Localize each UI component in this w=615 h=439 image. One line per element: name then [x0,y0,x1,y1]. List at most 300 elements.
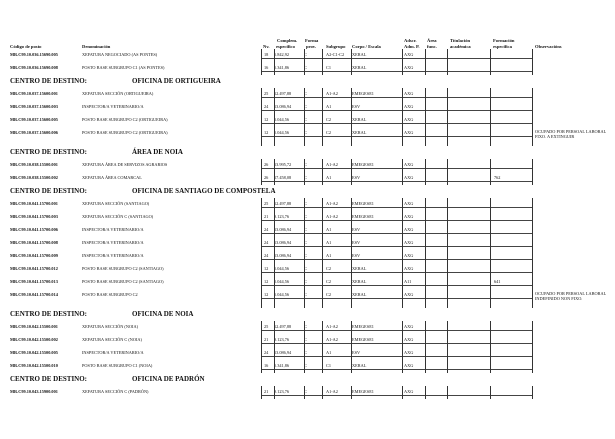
row-divider [261,136,532,137]
column-rule [351,321,352,373]
row-adscricion: AXG [404,350,414,356]
column-rule [304,386,305,399]
column-rule [261,198,262,308]
row-complemento: 5.044,56 [274,278,290,284]
column-rule [351,49,352,75]
row-corpo: ESV [352,350,361,356]
row-code: MR.C99.10.041.15700.001 [10,201,58,207]
section-name: OFICINA DE SANTIAGO DE COMPOSTELA [132,187,276,196]
row-subgrupo: A1 [326,103,332,109]
row-code: MR.C99.10.041.15700.014 [10,291,58,297]
row-adscricion: AXG [404,363,414,369]
column-rule [402,49,403,75]
column-rule [447,88,448,147]
row-subgrupo: C2 [326,278,332,284]
column-rule [532,159,533,185]
row-adscricion: AXG [404,64,414,70]
row-corpo: EMEGESE1 [352,90,374,96]
row-denominacion: POSTO BASE SUBGRUPO C2 (SANTIAGO) [82,265,164,271]
row-forma: C [304,116,307,122]
section-label: CENTRO DE DESTINO: [10,148,88,157]
row-denominacion: XEFATURA SECCIÓN C (NOIA) [82,337,142,343]
row-subgrupo: A1-A2 [326,214,338,220]
row-complemento: 5.341,86 [274,64,290,70]
row-divider [261,168,532,169]
row-divider [261,71,532,72]
table-row [10,88,608,101]
table-row [10,224,608,237]
row-subgrupo: A1 [326,227,332,232]
column-rule [351,88,352,147]
table-row [10,386,608,399]
column-rule [425,386,426,399]
row-denominacion: INSPECTOR/A VETERINARIO/A [82,350,144,356]
column-rule [425,159,426,185]
header-observacions: Observacións [535,44,562,49]
section-heading [10,148,183,157]
row-forma: C [304,175,307,181]
column-rule [351,159,352,185]
column-rule [322,386,323,399]
row-adscricion: AXG [404,175,414,181]
column-rule [532,88,533,147]
row-divider [261,233,532,234]
row-corpo: XERAL [352,265,367,271]
column-rule [532,386,533,399]
row-formacion: 641 [494,278,501,284]
column-rule [447,321,448,373]
row-forma: C [304,162,307,168]
column-rule [261,321,262,373]
row-complemento: 13.086,94 [274,239,292,245]
row-divider [261,356,532,357]
column-rule [274,49,275,75]
row-complemento: 13.086,94 [274,350,292,356]
column-rule [490,321,491,373]
column-rule [532,49,533,75]
section-name: OFICINA DE ORTIGUEIRA [132,76,221,85]
header-adscr-2: Adm. P. [404,44,420,49]
row-code: MR.C99.10.043.15900.001 [10,389,58,394]
row-observacions: OCUPADO POR PERSOAL LABORAL FIXO. A EXTINGUIR [535,128,607,139]
row-denominacion: POSTO BASE SUBGRUPO C2 (ORTIGUEIRA) [82,129,168,135]
row-denominacion: INSPECTOR/A VETERINARIO/A [82,227,144,232]
row-adscricion: AXG [404,201,414,207]
column-rule [322,321,323,373]
column-rule [447,159,448,185]
row-complemento: 5.044,56 [274,116,290,122]
row-subgrupo: A1-A2 [326,90,338,96]
table-row [10,360,608,373]
row-forma: C [304,103,307,109]
row-complemento: 9.123,76 [274,214,290,220]
row-divider [261,272,532,273]
column-rule [304,159,305,185]
row-complemento: 12.497,88 [274,201,292,207]
header-subgrupo: Subgrupo [326,44,346,49]
row-code: MR.C99.10.037.15600.005 [10,116,58,122]
row-complemento: 12.497,88 [274,90,292,96]
row-adscricion: AXG [404,337,414,343]
table-row [10,172,608,185]
row-denominacion: XEFATURA SECCIÓN (ORTIGUEIRA) [82,90,154,96]
row-divider [261,123,532,124]
header-adscr-1: Adscr. [404,38,417,43]
row-nivel: 24 [264,103,269,109]
row-denominacion: POSTO BASE SUBGRUPO C1 (NOIA) [82,363,153,369]
row-nivel: 12 [264,265,269,271]
row-adscricion: AXG [404,116,414,122]
row-corpo: ESV [352,239,361,245]
column-rule [304,88,305,147]
row-nivel: 12 [264,278,269,284]
row-forma: C [304,291,307,297]
header-area-2: func. [427,44,437,49]
row-code: MR.C99.10.037.15600.006 [10,129,58,135]
row-denominacion: INSPECTOR/A VETERINARIO/A [82,239,144,245]
row-denominacion: XEFATURA SECCIÓN (SANTIAGO) [82,201,150,207]
row-forma: C [304,278,307,284]
table-row [10,198,608,211]
row-subgrupo: A1 [326,350,332,356]
row-forma: C [304,350,307,356]
row-code: MR.C99.10.041.15700.003 [10,214,58,220]
row-nivel: 21 [264,389,269,394]
row-adscricion: AXG [404,90,414,96]
row-divider [261,298,532,299]
row-code: MR.C99.10.038.15500.001 [10,162,58,168]
row-observacions: OCUPADO POR PERSOAL LABORAL INDEFINIDO NON FIXO. [535,290,607,301]
row-denominacion: POSTO BASE SUBGRUPO C2 (SANTIAGO) [82,278,164,284]
row-corpo: XERAL [352,363,367,369]
column-rule [274,88,275,147]
row-nivel: 25 [264,201,269,207]
row-denominacion: XEFATURA SECCIÓN (NOIA) [82,324,139,330]
row-complemento: 12.497,88 [274,324,292,330]
table-row [10,263,608,276]
row-corpo: EMEGESE1 [352,162,374,168]
section-name: ÁREA DE NOIA [132,148,183,157]
row-nivel: 24 [264,350,269,356]
row-adscricion: AXG [404,389,414,394]
row-complemento: 5.044,56 [274,291,290,297]
row-denominacion: XEFATURA SECCIÓN C (SANTIAGO) [82,214,154,220]
row-adscricion: AXG [404,162,414,168]
table-row [10,250,608,263]
column-rule [490,198,491,308]
column-rule [304,321,305,373]
row-nivel: 21 [264,337,269,343]
row-nivel: 24 [264,227,269,232]
row-subgrupo: A1-A2 [326,162,338,168]
table-row [10,276,608,289]
row-subgrupo: A1 [326,175,332,181]
row-nivel: 24 [264,239,269,245]
row-corpo: XERAL [352,116,367,122]
row-denominacion: XEFATURA SECCIÓN C (PADRÓN) [82,389,149,394]
row-corpo: EMEGESE1 [352,337,374,343]
column-rule [351,386,352,399]
column-rule [261,49,262,75]
section-heading [10,76,221,85]
header-forma-1: Forma [305,38,319,43]
row-divider [261,58,532,59]
column-rule [532,321,533,373]
row-adscricion: AXG [404,239,414,245]
header-formacion-2: específica [493,44,512,49]
column-rule [402,386,403,399]
section-label: CENTRO DE DESTINO: [10,375,88,383]
row-denominacion: POSTO BASE SUBGRUPO C2 (ORTIGUEIRA) [82,116,168,122]
column-rule [304,198,305,308]
row-corpo: ESV [352,252,361,258]
header-titulacion-1: Titulación [450,38,471,43]
column-rule [490,88,491,147]
row-corpo: EMEGESE1 [352,389,374,394]
table-row [10,62,608,75]
row-adscricion: A11 [404,278,412,284]
row-code: MR.C99.10.036.15690.008 [10,64,58,70]
row-nivel: 16 [264,363,269,369]
column-rule [304,49,305,75]
row-complemento: 5.842,92 [274,52,290,57]
row-code: MR.C99.10.041.15700.009 [10,252,58,258]
row-complemento: 5.044,56 [274,265,290,271]
row-subgrupo: A1-A2 [326,201,338,207]
table-row [10,321,608,334]
row-nivel: 12 [264,116,269,122]
column-rule [322,88,323,147]
table-row [10,49,608,62]
column-rule [402,198,403,308]
column-rule [261,159,262,185]
row-code: MR.C99.10.041.15700.006 [10,227,58,232]
column-rule [402,321,403,373]
row-forma: C [304,337,307,343]
column-rule [490,159,491,185]
row-corpo: EMEGESE1 [352,214,374,220]
row-denominacion: XEFATURA NEGOCIADO (AS PONTES) [82,52,158,57]
row-adscricion: AXG [404,129,414,135]
row-subgrupo: A1 [326,239,332,245]
row-adscricion: AXG [404,265,414,271]
section-name: OFICINA DE NOIA [132,310,194,319]
row-complemento: 13.995,72 [274,162,292,168]
section-label: CENTRO DE DESTINO: [10,76,88,85]
header-area-1: Área [427,38,437,43]
row-subgrupo: A1-A2 [326,337,338,343]
row-code: MR.C99.10.036.15690.005 [10,52,58,57]
column-rule [532,198,533,308]
row-divider [261,343,532,344]
row-forma: C [304,64,307,70]
column-rule [261,386,262,399]
row-corpo: XERAL [352,278,367,284]
row-forma: C [304,214,307,220]
row-divider [261,330,532,331]
row-nivel: 25 [264,324,269,330]
row-forma: C [304,239,307,245]
row-code: MR.C99.10.041.15700.013 [10,278,58,284]
row-complemento: 5.044,56 [274,129,290,135]
column-rule [490,49,491,75]
row-divider [261,181,532,182]
row-denominacion: INSPECTOR/A VETERINARIO/A [82,252,144,258]
row-forma: C [304,265,307,271]
column-rule [447,386,448,399]
row-adscricion: AXG [404,291,414,297]
column-rule [402,159,403,185]
row-code: MR.C99.10.041.15700.012 [10,265,58,271]
row-divider [261,285,532,286]
row-adscricion: AXG [404,52,414,57]
row-complemento: 13.086,94 [274,103,292,109]
column-rule [322,198,323,308]
section-heading [10,375,205,383]
row-complemento: 13.086,94 [274,227,292,232]
row-adscricion: AXG [404,214,414,220]
row-formacion: 762 [494,175,501,181]
header-denominacion: Denominación [82,44,111,49]
section-label: CENTRO DE DESTINO: [10,310,88,319]
row-subgrupo: A2-C1-C2 [326,52,345,57]
row-complemento: 17.458,08 [274,175,292,181]
row-nivel: 16 [264,64,269,70]
column-rule [447,49,448,75]
table-row [10,237,608,250]
column-rule [274,159,275,185]
row-nivel: 26 [264,162,269,168]
section-label: CENTRO DE DESTINO: [10,187,88,196]
row-divider [261,259,532,260]
row-nivel: 18 [264,52,269,57]
column-rule [274,198,275,308]
row-denominacion: XEFATURA ÁREA COMARCAL [82,175,142,181]
row-corpo: XERAL [352,52,367,57]
row-nivel: 12 [264,129,269,135]
row-divider [261,220,532,221]
row-complemento: 5.341,86 [274,363,290,369]
row-nivel: 24 [264,252,269,258]
row-nivel: 25 [264,90,269,96]
row-subgrupo: C2 [326,129,332,135]
row-complemento: 9.123,76 [274,337,290,343]
row-divider [261,246,532,247]
section-heading [10,310,194,319]
row-subgrupo: A1-A2 [326,324,338,330]
column-rule [402,88,403,147]
row-corpo: XERAL [352,64,367,70]
column-rule [447,198,448,308]
header-nivel: Nv. [263,44,270,49]
row-divider [261,97,532,98]
row-divider [261,369,532,370]
row-forma: C [304,363,307,369]
row-complemento: 9.123,76 [274,389,290,394]
row-subgrupo: C2 [326,116,332,122]
row-subgrupo: C1 [326,64,332,70]
column-rule [274,386,275,399]
row-denominacion: INSPECTOR/A VETERINARIO/A [82,103,144,109]
column-rule [274,321,275,373]
header-codigo: Código de posto [10,44,42,49]
column-rule [425,49,426,75]
row-forma: C [304,252,307,258]
header-corpo: Corpo / Escala [352,44,381,49]
row-divider [261,110,532,111]
row-subgrupo: C2 [326,291,332,297]
row-adscricion: AXG [404,324,414,330]
row-nivel: 26 [264,175,269,181]
row-subgrupo: C1 [326,363,332,369]
table-row [10,211,608,224]
column-rule [490,386,491,399]
column-rule [261,88,262,147]
row-corpo: EMEGESE1 [352,324,374,330]
row-corpo: XERAL [352,291,367,297]
row-denominacion: XEFATURA ÁREA DE SERVIZOS AGRARIOS [82,162,168,168]
row-forma: C [304,389,307,394]
section-name: OFICINA DE PADRÓN [132,375,205,383]
row-forma: C [304,129,307,135]
row-code: MR.C99.10.037.15600.003 [10,103,58,109]
column-rule [351,198,352,308]
row-corpo: ESV [352,227,361,232]
row-code: MR.C99.10.042.15500.010 [10,363,58,369]
table-row [10,334,608,347]
row-divider [261,395,532,396]
row-complemento: 13.086,94 [274,252,292,258]
row-adscricion: AXG [404,252,414,258]
table-row [10,159,608,172]
column-rule [322,49,323,75]
row-forma: C [304,227,307,232]
row-code: MR.C99.10.038.15500.002 [10,175,58,181]
header-complemento-1: Complem. [277,38,298,43]
row-code: MR.C99.10.042.15500.002 [10,337,58,343]
row-subgrupo: A1 [326,252,332,258]
row-divider [261,207,532,208]
row-corpo: EMEGESE1 [352,201,374,207]
row-corpo: XERAL [352,129,367,135]
row-code: MR.C99.10.042.15500.001 [10,324,58,330]
header-forma-2: prov. [306,44,316,49]
header-formacion-1: Formación [493,38,515,43]
section-heading [10,187,276,196]
row-corpo: ESV [352,175,361,181]
table-row [10,347,608,360]
row-denominacion: POSTO BASE SUBGRUPO C2 [82,291,138,297]
table-row [10,114,608,127]
column-rule [322,159,323,185]
row-corpo: ESV [352,103,361,109]
row-nivel: 12 [264,291,269,297]
column-rule [425,198,426,308]
row-code: MR.C99.10.042.15500.005 [10,350,58,356]
row-forma: C [304,201,307,207]
header-titulacion-2: académica [450,44,471,49]
table-row [10,101,608,114]
header-complemento-2: específico [276,44,295,49]
row-adscricion: AXG [404,227,414,232]
row-subgrupo: C2 [326,265,332,271]
row-denominacion: POSTO BASE SUBGRUPO C1 (AS PONTES) [82,64,165,70]
row-forma: C [304,324,307,330]
row-subgrupo: A1-A2 [326,389,338,394]
row-nivel: 21 [264,214,269,220]
column-rule [425,321,426,373]
row-forma: C [304,90,307,96]
